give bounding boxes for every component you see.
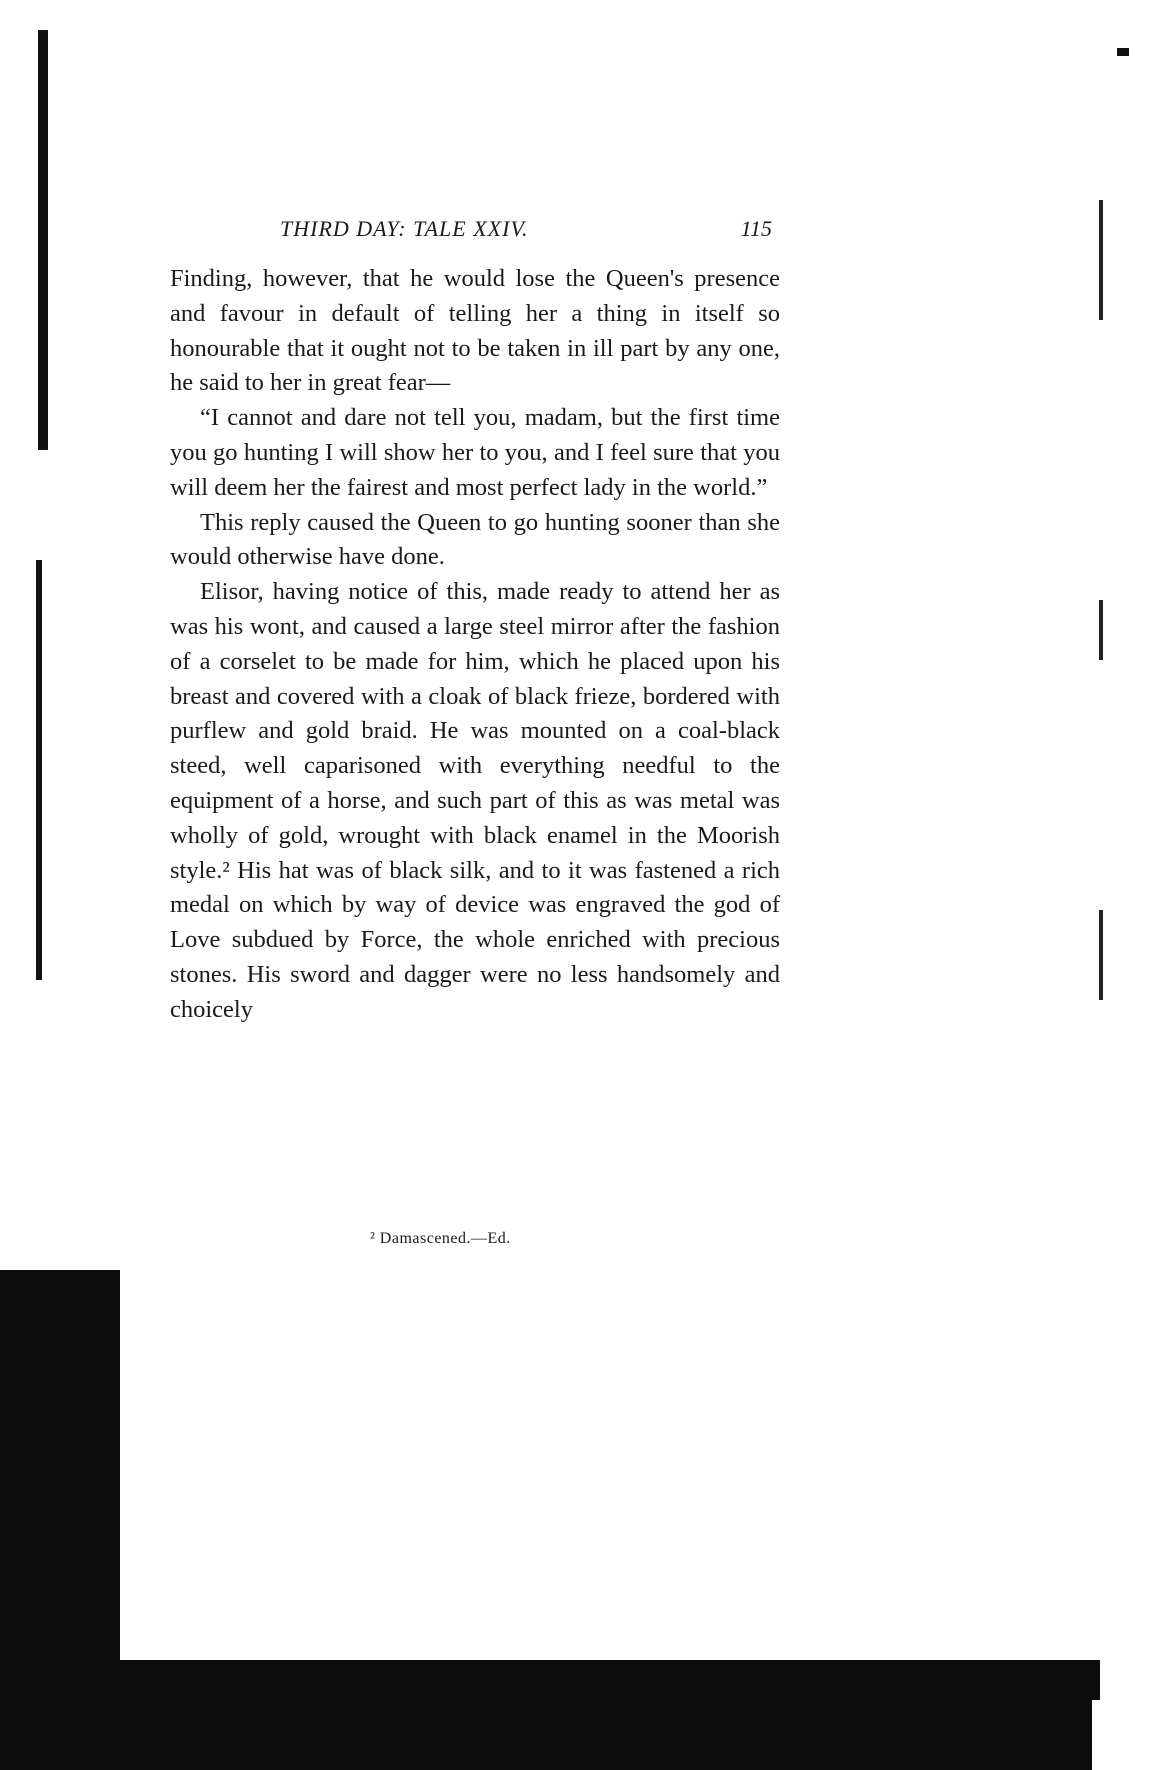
page-number: 115 [740, 216, 772, 241]
paragraph: Elisor, having notice of this, made ready to attend her as was his wont, and caused a large steel mirror after the fashion of a corselet to be made for him, which he placed upon his breast and covered with a cloak of black frieze, bordered with purflew and gold braid. He was mounted on a coal-black steed, well caparisoned with everything needful to the equipment of a horse, and such part of this as was metal was wholly of gold, wrought with black enamel in the Moorish style.² His hat was of black silk, and to it was fastened a rich medal on which by way of device was engraved the god of Love subdued by Force, the whole enriched with precious stones. His sword and dagger were no less handsomely and choicely [170, 578, 780, 1023]
scan-dark-bottom [0, 1680, 1092, 1770]
body-text [170, 262, 780, 1028]
paragraph: “I cannot and dare not tell you, madam, but the first time you go hunting I will show her to you, and I feel sure that you will deem her the fairest and most perfect lady in the world.” [170, 404, 780, 501]
page-edge-mark [1099, 200, 1103, 320]
page-edge-mark [1099, 910, 1103, 1000]
footnote: ² Damascened.—Ed. [370, 1230, 511, 1247]
binding-shadow-lower [36, 560, 42, 980]
paragraph: Finding, however, that he would lose the Queen's presence and favour in default of telling her a thing in itself so honourable that it ought not to be taken in ill part by any one, he said to her in great fear— [170, 265, 780, 397]
corner-mark [1117, 48, 1129, 56]
paragraph: This reply caused the Queen to go hunting sooner than she would otherwise have done. [170, 508, 780, 571]
running-head: THIRD DAY: TALE XXIV. [280, 216, 529, 241]
page-edge-mark [1099, 600, 1103, 660]
binding-shadow-upper [38, 30, 48, 450]
book-page [170, 210, 780, 1028]
page-header [170, 210, 780, 262]
